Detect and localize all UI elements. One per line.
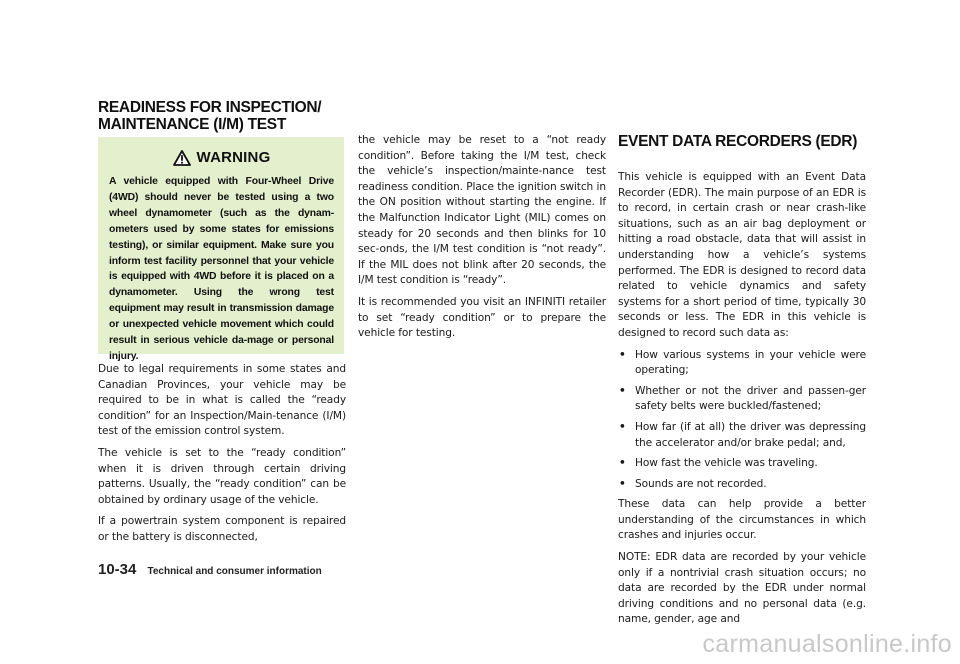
list-item xyxy=(618,420,866,451)
section-heading-edr: EVENT DATA RECORDERS (EDR) xyxy=(618,133,858,150)
right-column xyxy=(618,133,866,634)
section-heading-readiness xyxy=(98,99,321,133)
bullet-icon: • xyxy=(619,477,626,490)
heading-line: MAINTENANCE (I/M) TEST xyxy=(98,116,286,133)
paragraph: the vehicle may be reset to a “not ready condition”. Before taking the I/M test, check the vehicle’s inspection/mainte-nance test readiness condition. Place the ignition switch in the ON position without starting the engine. If the Malfunction Indicator Light (MIL) comes on steady for 20 seconds and then blinks for 10 sec-onds, the I/M test condition is “not ready”. If the MIL does not blink after 20 seconds, the I/M test condition is “ready”. xyxy=(358,134,606,287)
warning-text: A vehicle equipped with Four-Wheel Drive (4WD) should never be tested using a two wheel dynamometer (such as the dynam-ometers used by some states for emissions testing), or similar equipment. Make sure you inform test facility personnel that your vehicle is equipped with 4WD before it is placed on a dynamometer. Using the wrong test equipment may result in transmission damage or unexpected vehicle movement which could result in serious vehicle da-mage or personal injury. xyxy=(109,176,334,362)
list-item-text: How far (if at all) the driver was depressing the accelerator and/or brake pedal; and, xyxy=(635,420,866,449)
list-item-text: How fast the vehicle was traveling. xyxy=(635,457,818,470)
warning-box xyxy=(98,137,344,362)
bullet-icon: • xyxy=(619,348,626,361)
middle-column xyxy=(358,133,606,348)
edr-data-list xyxy=(618,348,866,493)
page-number: 10-34 xyxy=(98,561,137,578)
list-item-text: Whether or not the driver and passen-ger safety belts were buckled/fastened; xyxy=(635,384,866,413)
footer-section-title: Technical and consumer information xyxy=(147,566,322,577)
list-item xyxy=(618,456,866,472)
list-item xyxy=(618,348,866,379)
warning-header xyxy=(109,149,334,166)
page-footer xyxy=(98,559,322,578)
bullet-icon: • xyxy=(619,384,626,397)
paragraph: It is recommended you visit an INFINITI retailer to set “ready condition” or to prepare the vehicle for testing. xyxy=(358,295,606,340)
warning-title: WARNING xyxy=(196,149,271,166)
list-item xyxy=(618,384,866,415)
watermark: carmanualsonline.info xyxy=(702,630,952,658)
paragraph: The vehicle is set to the “ready condition” when it is driven through certain driving patterns. Usually, the “ready condition” can be obtained by ordinary usage of the vehicle. xyxy=(98,446,346,506)
warning-triangle-icon xyxy=(173,150,191,166)
bullet-icon: • xyxy=(619,420,626,433)
left-column xyxy=(98,362,346,552)
list-item-text: How various systems in your vehicle were operating; xyxy=(635,348,866,377)
paragraph: NOTE: EDR data are recorded by your vehicle only if a nontrivial crash situation occurs; no data are recorded by the EDR under normal driving conditions and no personal data (e.g. name, gender, age and xyxy=(618,551,866,626)
list-item-text: Sounds are not recorded. xyxy=(635,477,767,490)
paragraph: This vehicle is equipped with an Event Data Recorder (EDR). The main purpose of an EDR is to record, in certain crash or near crash-like situations, such as an air bag deployment or hitting a road obstacle, data that will assist in understanding how a vehicle’s systems performed. The EDR is designed to record data related to vehicle dynamics and safety systems for a short period of time, typically 30 seconds or less. The EDR in this vehicle is designed to record such data as: xyxy=(618,171,866,339)
paragraph: If a powertrain system component is repaired or the battery is disconnected, xyxy=(98,515,346,543)
paragraph: Due to legal requirements in some states and Canadian Provinces, your vehicle may be required to be in what is called the “ready condition” for an Inspection/Main-tenance (I/M) test of the emission control system. xyxy=(98,363,346,438)
heading-line: READINESS FOR INSPECTION/ xyxy=(98,99,322,116)
list-item xyxy=(618,477,866,493)
bullet-icon: • xyxy=(619,457,626,470)
paragraph: These data can help provide a better understanding of the circumstances in which crashes and injuries occur. xyxy=(618,498,866,542)
